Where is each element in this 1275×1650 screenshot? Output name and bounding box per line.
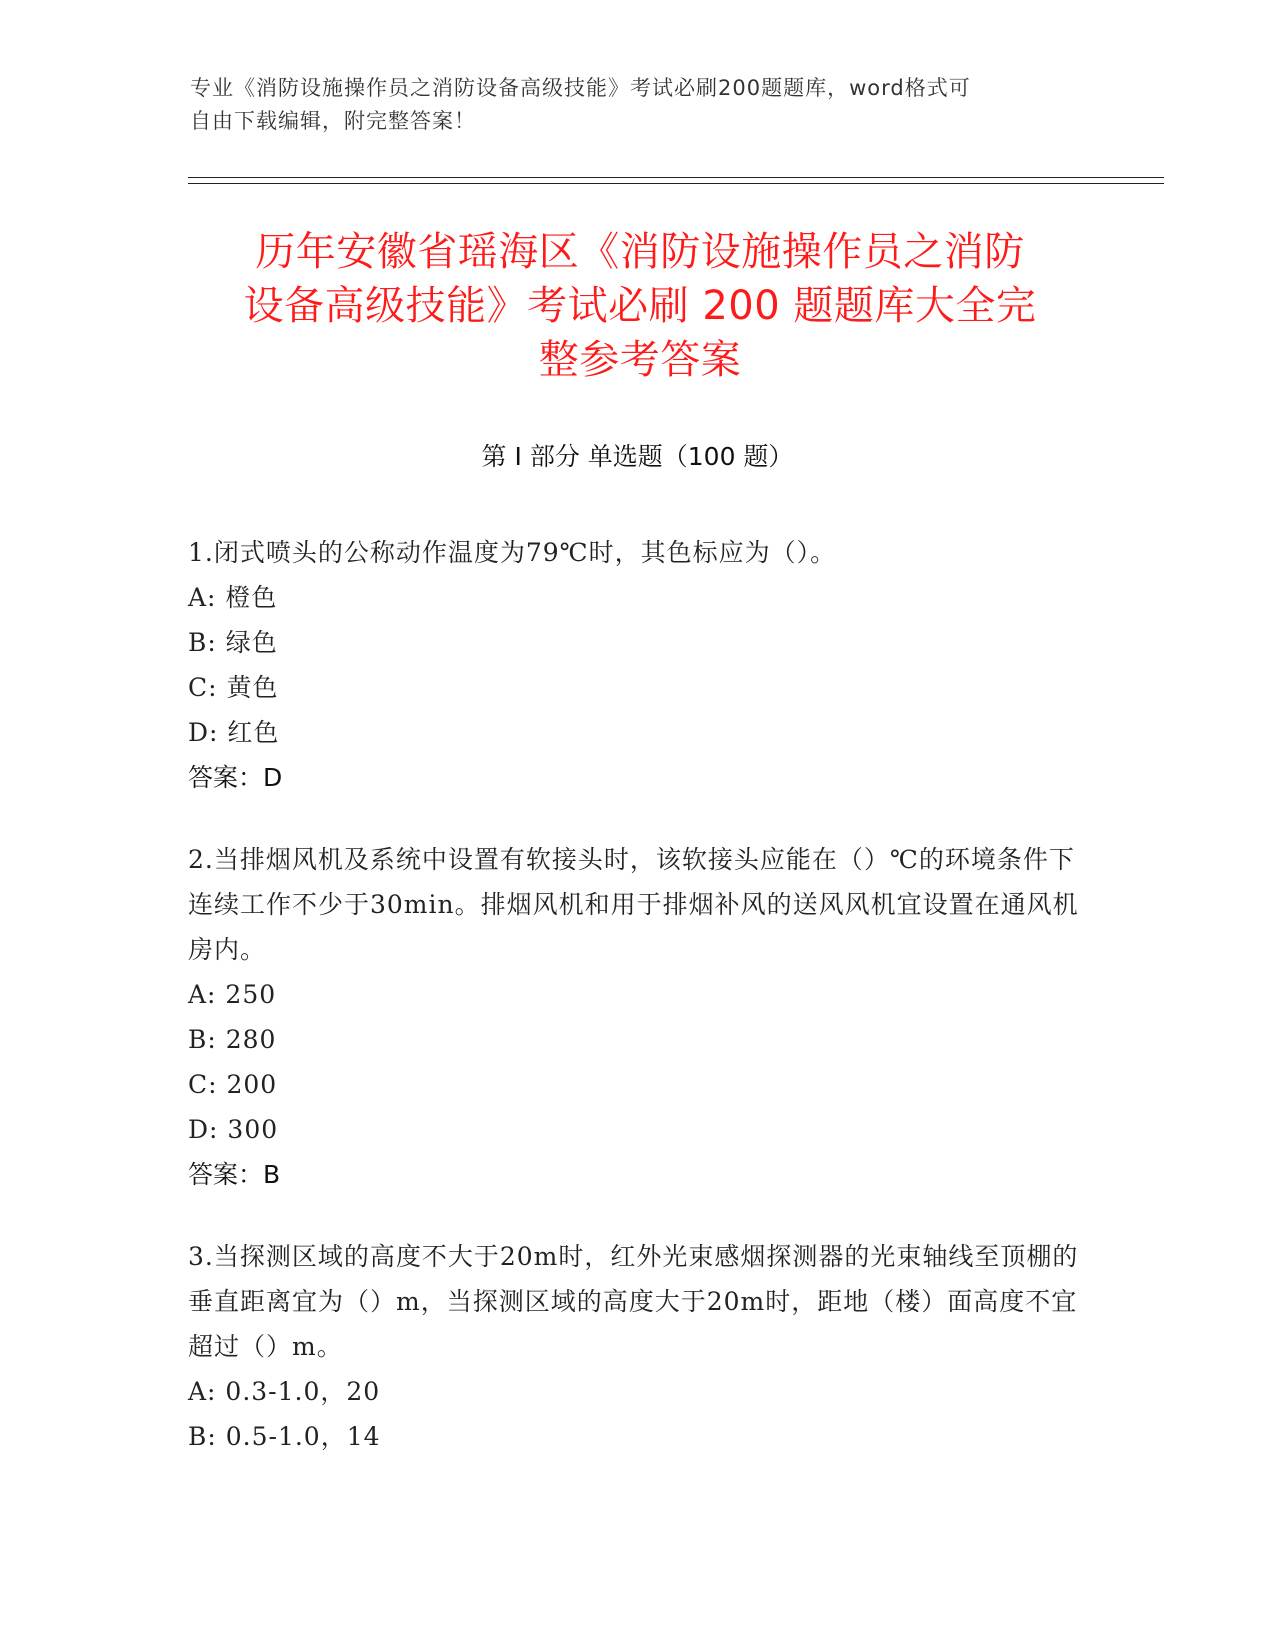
answer: 答案：D bbox=[188, 763, 283, 792]
title-line-2: 设备高级技能》考试必刷 200 题题库大全完 bbox=[243, 283, 1037, 329]
question-stem: 3.当探测区域的高度不大于20m时，红外光束感烟探测器的光束轴线至顶棚的垂直距离宜为（）m，当探测区域的高度大于20m时，距地（楼）面高度不宜超过（）m。 bbox=[188, 1242, 1079, 1361]
header-note-line-1: 专业《消防设施操作员之消防设备高级技能》考试必刷200题题库，word格式可 bbox=[190, 76, 971, 100]
option-a: A: 0.3-1.0，20 bbox=[188, 1377, 381, 1406]
option-d: D: 300 bbox=[188, 1115, 279, 1144]
question-stem: 2.当排烟风机及系统中设置有软接头时，该软接头应能在（）℃的环境条件下连续工作不少于30min。排烟风机和用于排烟补风的送风风机宜设置在通风机房内。 bbox=[188, 845, 1079, 964]
option-c: C: 黄色 bbox=[188, 673, 279, 702]
header-note-line-2: 自由下载编辑，附完整答案！ bbox=[190, 109, 476, 133]
question-list bbox=[188, 530, 1088, 1496]
header-divider-thin bbox=[188, 183, 1164, 184]
question-2 bbox=[188, 837, 1088, 1197]
option-b: B: 绿色 bbox=[188, 628, 278, 657]
option-b: B: 280 bbox=[188, 1025, 277, 1054]
title-line-3: 整参考答案 bbox=[538, 337, 742, 383]
question-3 bbox=[188, 1234, 1088, 1459]
document-title bbox=[160, 225, 1120, 387]
option-d: D: 红色 bbox=[188, 718, 280, 747]
question-stem: 1.闭式喷头的公称动作温度为79℃时，其色标应为（）。 bbox=[188, 538, 837, 567]
title-line-1: 历年安徽省瑶海区《消防设施操作员之消防 bbox=[255, 229, 1025, 275]
option-a: A: 250 bbox=[188, 980, 277, 1009]
section-heading: 第 I 部分 单选题（100 题） bbox=[481, 442, 794, 471]
option-a: A: 橙色 bbox=[188, 583, 278, 612]
option-c: C: 200 bbox=[188, 1070, 278, 1099]
header-note bbox=[190, 72, 1070, 138]
option-b: B: 0.5-1.0，14 bbox=[188, 1422, 381, 1451]
header-divider-thick bbox=[188, 177, 1164, 178]
question-1 bbox=[188, 530, 1088, 800]
answer: 答案：B bbox=[188, 1160, 281, 1189]
